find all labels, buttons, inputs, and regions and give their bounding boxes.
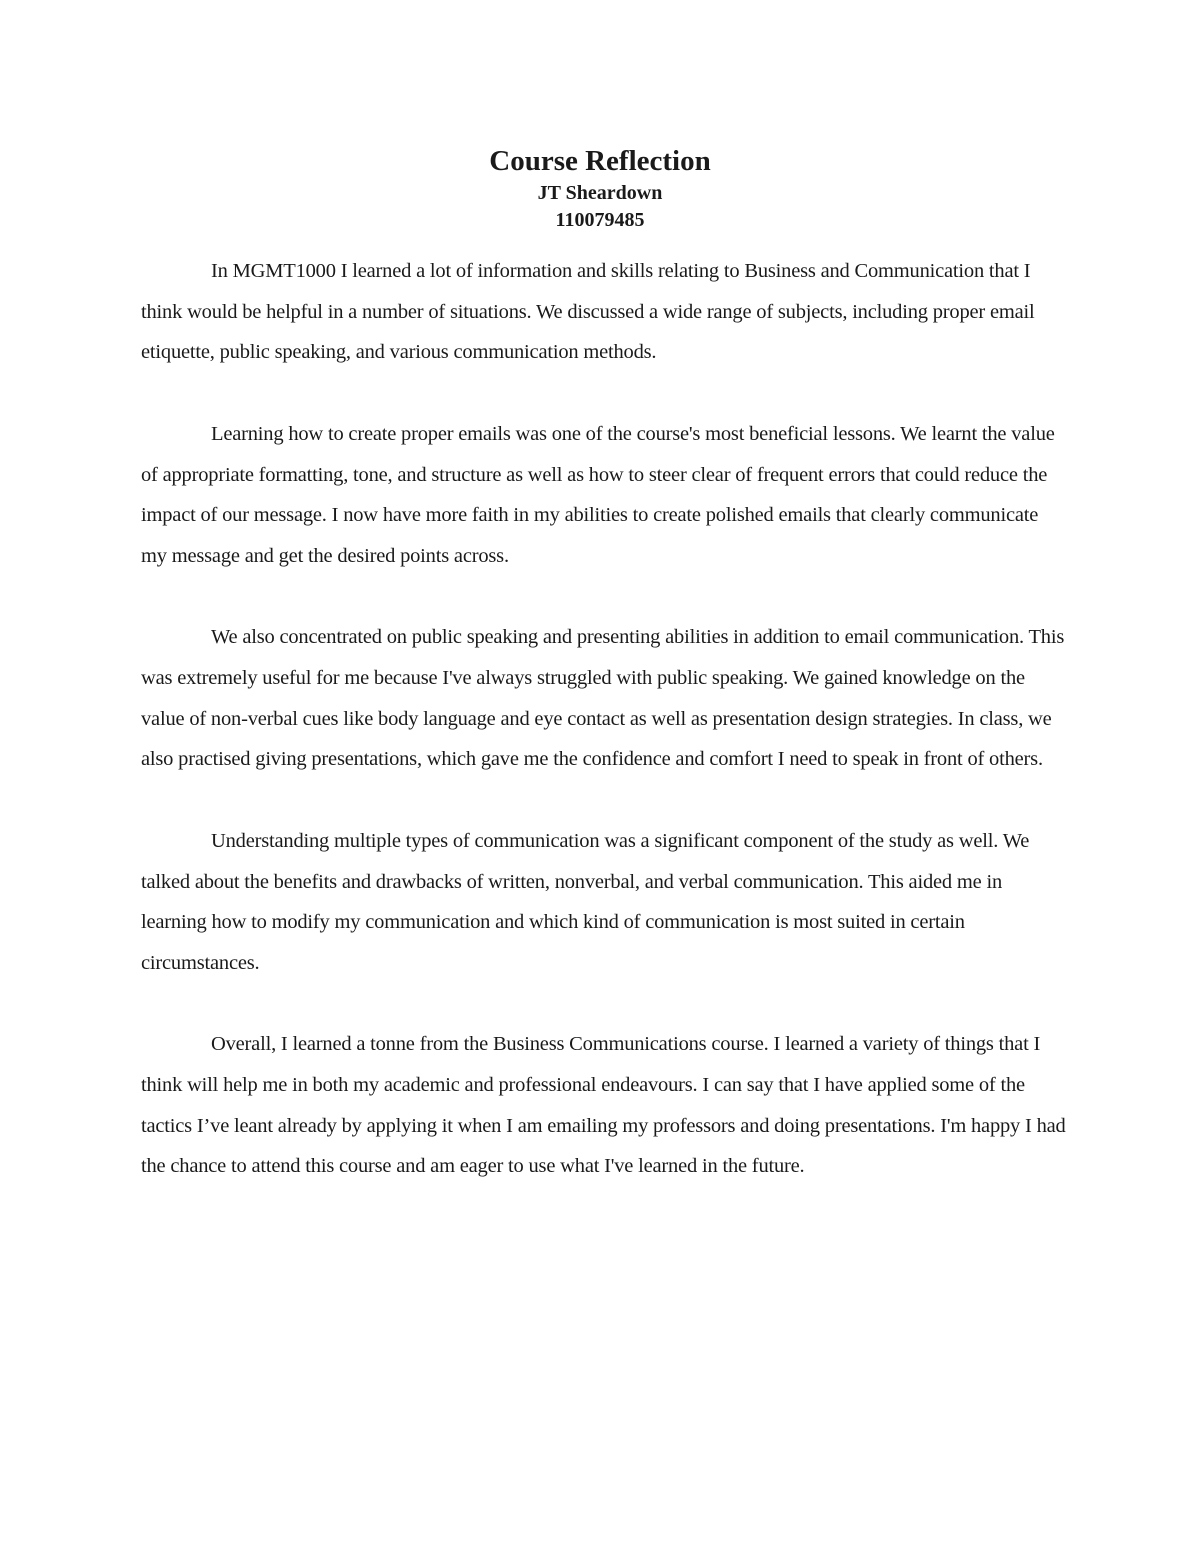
- paragraph-1: In MGMT1000 I learned a lot of information and skills relating to Business and Communication that I think would be helpful in a number of situations. We discussed a wide range of subjects, including proper email etiquette, public speaking, and various communication methods.: [141, 260, 1035, 364]
- student-id: 110079485: [555, 209, 645, 231]
- paragraph-4: Understanding multiple types of communication was a significant component of the study as well. We talked about the benefits and drawbacks of written, nonverbal, and verbal communication. This aided me in learning how to modify my communication and which kind of communication is most suited in certain circumstances.: [141, 829, 1030, 974]
- document-header: [0, 142, 1200, 234]
- author-name: JT Sheardown: [537, 182, 663, 204]
- document-body: [141, 251, 1066, 1228]
- document-title: Course Reflection: [489, 145, 711, 177]
- paragraph-3: We also concentrated on public speaking and presenting abilities in addition to email communication. This was extremely useful for me because I've always struggled with public speaking. We gained knowledge on the value of non-verbal cues like body language and eye contact as well as presentation design strategies. In class, we also practised giving presentations, which gave me the confidence and comfort I need to speak in front of others.: [141, 626, 1065, 771]
- paragraph-2: Learning how to create proper emails was one of the course's most beneficial lessons. We learnt the value of appropriate formatting, tone, and structure as well as how to steer clear of frequent errors that could reduce the impact of our message. I now have more faith in my abilities to create polished emails that clearly communicate my message and get the desired points across.: [141, 422, 1055, 567]
- paragraph-5: Overall, I learned a tonne from the Business Communications course. I learned a variety of things that I think will help me in both my academic and professional endeavours. I can say that I have applied some of the tactics I’ve leant already by applying it when I am emailing my professors and doing presentations. I'm happy I had the chance to attend this course and am eager to use what I've learned in the future.: [141, 1033, 1066, 1178]
